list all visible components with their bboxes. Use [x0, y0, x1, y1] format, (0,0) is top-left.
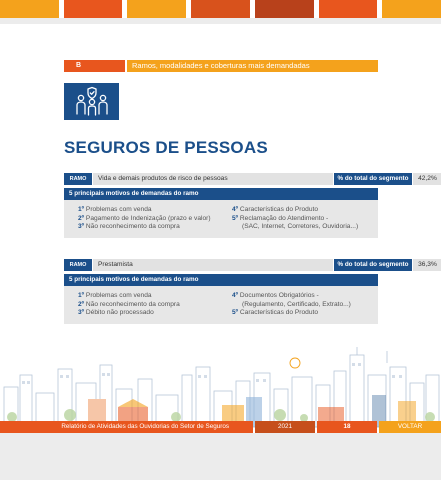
motivos-right-col: [232, 206, 358, 232]
top-stripe: [0, 0, 59, 18]
motivos-left-col: [78, 206, 211, 232]
ramo-header-row: [64, 259, 437, 271]
top-stripe: [382, 0, 441, 18]
motivo-item: [78, 309, 180, 318]
top-gray-band: [0, 18, 441, 24]
pct-value: 42,2%: [413, 173, 441, 185]
page-title: SEGUROS DE PESSOAS: [64, 138, 268, 157]
pct-value: 36,3%: [413, 259, 441, 271]
motivos-body: [64, 286, 378, 324]
footer-report-title: Relatório de Atividades das Ouvidorias do Setor de Seguros: [0, 421, 253, 433]
motivo-text: Problemas com venda: [85, 206, 152, 213]
motivo-text: Problemas com venda: [85, 292, 152, 299]
motivo-item: [78, 301, 180, 310]
footer-year: 2021: [255, 421, 315, 433]
ramo-header-row: [64, 173, 437, 185]
ramo-name: Prestamista: [93, 259, 333, 271]
motivo-text: Documentos Obrigatórios -: [239, 292, 319, 299]
motivo-text: Não reconhecimento da compra: [85, 223, 180, 230]
motivo-rank: 1º: [78, 206, 85, 213]
motivo-item-continuation: [232, 301, 351, 310]
motivos-right-col: [232, 292, 351, 318]
motivos-left-col: [78, 292, 180, 318]
motivo-rank: 5º: [232, 309, 239, 316]
footer-back-link[interactable]: VOLTAR: [379, 421, 441, 433]
motivo-item: [78, 206, 211, 215]
motivos-header: 5 principais motivos de demandas do ramo: [64, 188, 378, 200]
pct-label: % do total do segmento: [334, 259, 412, 271]
motivo-rank: 3º: [78, 309, 85, 316]
motivo-text: Características do Produto: [239, 206, 318, 213]
motivo-rank: 5º: [232, 214, 239, 222]
top-stripe: [64, 0, 123, 18]
section-letter: B: [64, 60, 125, 72]
motivo-item: [232, 206, 358, 215]
motivo-text: Reclamação do Atendimento -: [239, 214, 329, 222]
ramo-tag: RAMO: [64, 173, 92, 185]
motivo-rank: 2º: [78, 214, 85, 222]
motivo-text: (SAC, Internet, Corretores, Ouvidoria...): [242, 223, 359, 230]
ramo-table-1: [64, 173, 437, 238]
motivo-item: [78, 223, 211, 232]
ramo-table-2: [64, 259, 437, 324]
city-skyline-illustration: [0, 345, 441, 430]
ramo-name: Vida e demais produtos de risco de pessoas: [93, 173, 333, 185]
motivo-item: [232, 309, 351, 318]
motivo-item: [78, 292, 180, 301]
section-title: Ramos, modalidades e coberturas mais demandadas: [127, 60, 378, 72]
top-stripe: [255, 0, 314, 18]
motivo-text: Características do Produto: [239, 309, 318, 316]
motivo-item: [232, 292, 351, 301]
motivo-item: [78, 215, 211, 224]
top-stripe: [191, 0, 250, 18]
motivos-body: [64, 200, 378, 238]
top-stripes: [0, 0, 441, 18]
ramo-tag: RAMO: [64, 259, 92, 271]
footer-page-number: 18: [317, 421, 377, 433]
people-group-icon: [64, 83, 119, 120]
motivo-text: Débito não processado: [85, 309, 154, 316]
motivo-text: (Regulamento, Certificado, Extrato...): [242, 300, 351, 308]
top-stripe: [127, 0, 186, 18]
top-stripe: [319, 0, 378, 18]
motivo-rank: 4º: [232, 292, 239, 299]
motivo-rank: 1º: [78, 292, 85, 299]
pct-label: % do total do segmento: [334, 173, 412, 185]
motivo-rank: 3º: [78, 223, 85, 230]
motivo-item: [232, 215, 358, 224]
motivo-item-continuation: [232, 223, 358, 232]
motivo-text: Não reconhecimento da compra: [85, 300, 180, 308]
motivos-header: 5 principais motivos de demandas do ramo: [64, 274, 378, 286]
bottom-gray-band: [0, 433, 441, 480]
motivo-rank: 4º: [232, 206, 239, 213]
motivo-rank: 2º: [78, 300, 85, 308]
motivo-text: Pagamento de Indenização (prazo e valor): [85, 214, 211, 222]
